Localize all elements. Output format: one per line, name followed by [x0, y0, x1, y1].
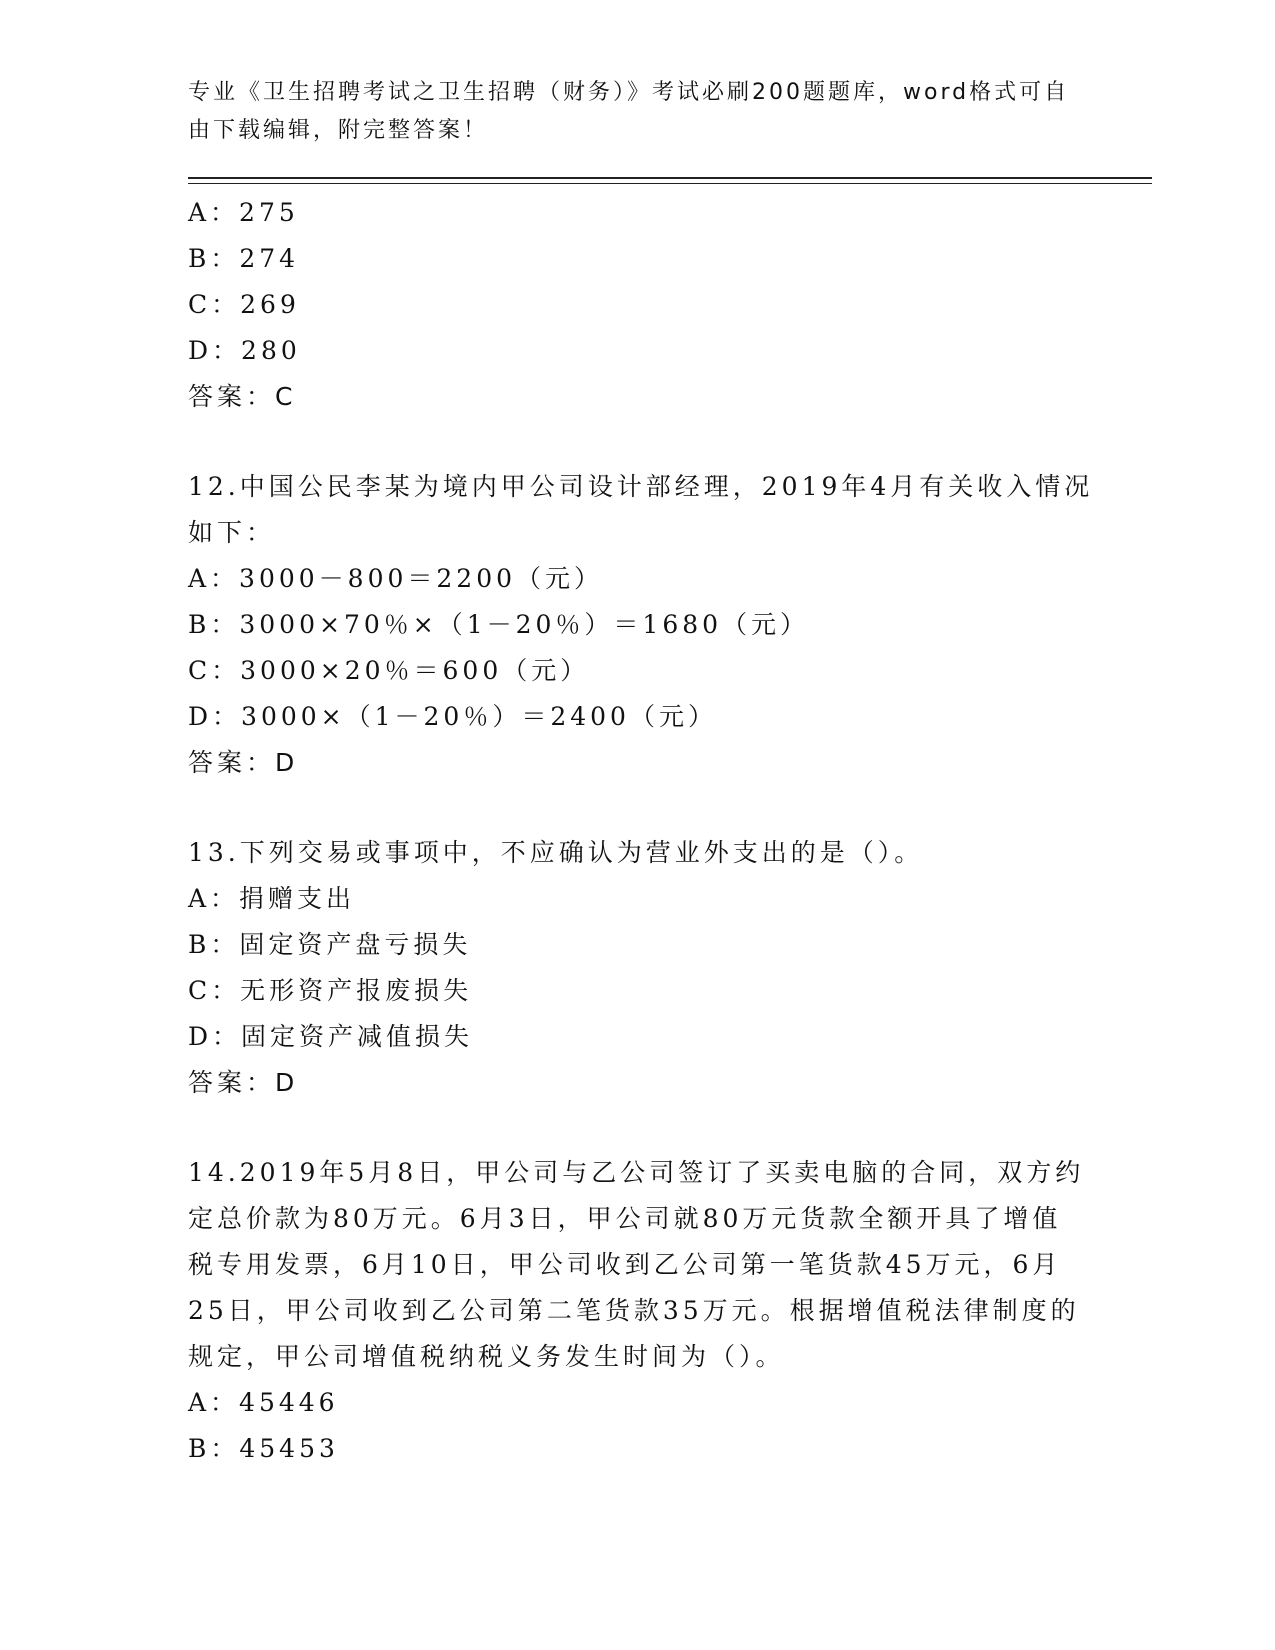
- option-d: D：280: [188, 336, 301, 365]
- option-c: C：无形资产报废损失: [188, 976, 473, 1005]
- option-a: A：45446: [188, 1388, 339, 1417]
- spacer: [188, 786, 1088, 830]
- option-a: A：3000－800＝2200（元）: [188, 564, 604, 593]
- question-stem-line: 定总价款为80万元。6月3日，甲公司就80万元货款全额开具了增值: [188, 1204, 1062, 1233]
- answer-line: 答案：D: [188, 1068, 299, 1097]
- question-stem-line: 13.下列交易或事项中，不应确认为营业外支出的是（）。: [188, 838, 924, 867]
- answer-line: 答案：D: [188, 748, 299, 777]
- question-stem-line: 如下：: [188, 518, 276, 547]
- question-content: [188, 190, 1094, 1472]
- header-line-1: 专业《卫生招聘考试之卫生招聘（财务）》考试必刷200题题库，word格式可自: [188, 80, 1070, 105]
- answer-line: 答案：C: [188, 382, 297, 411]
- header-rule-thin: [188, 183, 1152, 184]
- question-stem-line: 规定，甲公司增值税纳税义务发生时间为（）。: [188, 1342, 785, 1371]
- option-a: A：275: [188, 198, 299, 227]
- option-a: A：捐赠支出: [188, 884, 356, 913]
- option-d: D：3000×（1－20％）＝2400（元）: [188, 702, 717, 731]
- option-c: C：269: [188, 290, 300, 319]
- option-b: B：45453: [188, 1434, 339, 1463]
- spacer: [188, 420, 1088, 464]
- question-stem-line: 25日，甲公司收到乙公司第二笔货款35万元。根据增值税法律制度的: [188, 1296, 1080, 1325]
- header-line-2: 由下载编辑，附完整答案！: [188, 118, 489, 143]
- question-stem-line: 税专用发票，6月10日，甲公司收到乙公司第一笔货款45万元，6月: [188, 1250, 1062, 1279]
- question-13: [188, 830, 1088, 1106]
- header-rule-thick: [188, 177, 1152, 179]
- option-b: B：固定资产盘亏损失: [188, 930, 472, 959]
- option-c: C：3000×20％＝600（元）: [188, 656, 590, 685]
- option-b: B：3000×70％×（1－20％）＝1680（元）: [188, 610, 810, 639]
- question-11: [188, 190, 1088, 420]
- option-d: D：固定资产减值损失: [188, 1022, 474, 1051]
- question-stem-line: 12.中国公民李某为境内甲公司设计部经理，2019年4月有关收入情况: [188, 472, 1094, 501]
- question-12: [188, 464, 1094, 786]
- question-stem-line: 14.2019年5月8日，甲公司与乙公司签订了买卖电脑的合同，双方约: [188, 1158, 1085, 1187]
- option-b: B：274: [188, 244, 300, 273]
- spacer: [188, 1106, 1088, 1150]
- document-header: [188, 74, 1078, 150]
- question-14: [188, 1150, 1088, 1472]
